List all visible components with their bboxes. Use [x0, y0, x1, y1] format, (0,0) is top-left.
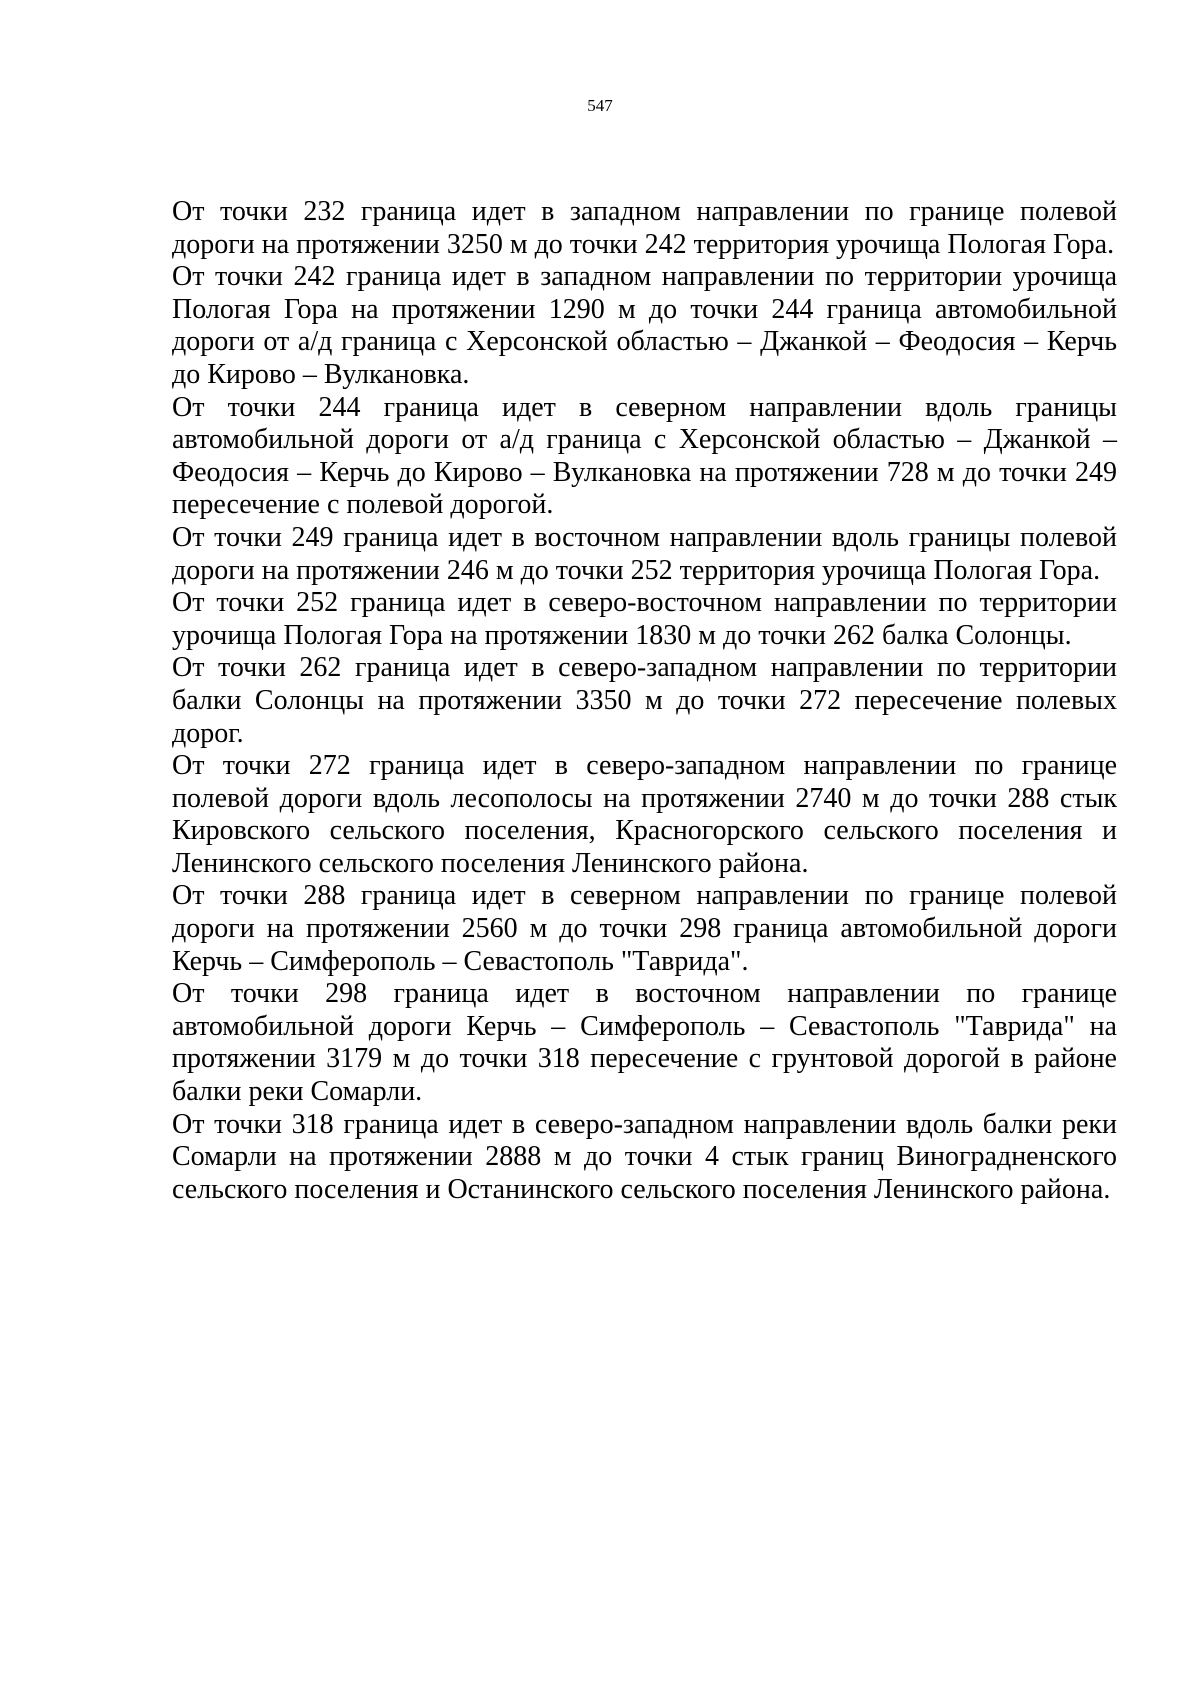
page-number: 547	[587, 96, 613, 115]
paragraph: От точки 298 граница идет в восточном направлении по границе автомобильной дороги Керчь – Симферополь – Севастополь "Таврида" на протяжении 3179 м до точки 318 пересечение с грунтовой дорогой в районе балки реки Сомарли.	[172, 978, 1117, 1108]
paragraph: От точки 232 граница идет в западном направлении по границе полевой дороги на протяжении 3250 м до точки 242 территория урочища Пологая Гора.	[172, 196, 1117, 260]
paragraph: От точки 262 граница идет в северо-западном направлении по территории балки Солонцы на протяжении 3350 м до точки 272 пересечение полевых дорог.	[172, 652, 1117, 749]
paragraph: От точки 288 граница идет в северном направлении по границе полевой дороги на протяжении 2560 м до точки 298 граница автомобильной дороги Керчь – Симферополь – Севастополь "Таврида".	[172, 880, 1117, 977]
paragraph: От точки 249 граница идет в восточном направлении вдоль границы полевой дороги на протяжении 246 м до точки 252 территория урочища Пологая Гора.	[172, 521, 1117, 586]
paragraph: От точки 318 граница идет в северо-западном направлении вдоль балки реки Сомарли на протяжении 2888 м до точки 4 стык границ Виноградненского сельского поселения и Останинского сельского поселения Ленинского района.	[172, 1108, 1117, 1205]
paragraph: От точки 252 граница идет в северо-восточном направлении по территории урочища Пологая Гора на протяжении 1830 м до точки 262 балка Солонцы.	[172, 587, 1117, 651]
document-body	[172, 196, 1117, 1206]
paragraph: От точки 242 граница идет в западном направлении по территории урочища Пологая Гора на протяжении 1290 м до точки 244 граница автомобильной дороги от а/д граница с Херсонской областью – Джанкой – Феодосия – Керчь до Кирово – Вулкановка.	[172, 261, 1117, 390]
paragraph: От точки 244 граница идет в северном направлении вдоль границы автомобильной дороги от а/д граница с Херсонской областью – Джанкой – Феодосия – Керчь до Кирово – Вулкановка на протяжении 728 м до точки 249 пересечение с полевой дорогой.	[172, 391, 1117, 521]
paragraph: От точки 272 граница идет в северо-западном направлении по границе полевой дороги вдоль лесополосы на протяжении 2740 м до точки 288 стык Кировского сельского поселения, Красногорского сельского поселения и Ленинского сельского поселения Ленинского района.	[172, 750, 1117, 879]
